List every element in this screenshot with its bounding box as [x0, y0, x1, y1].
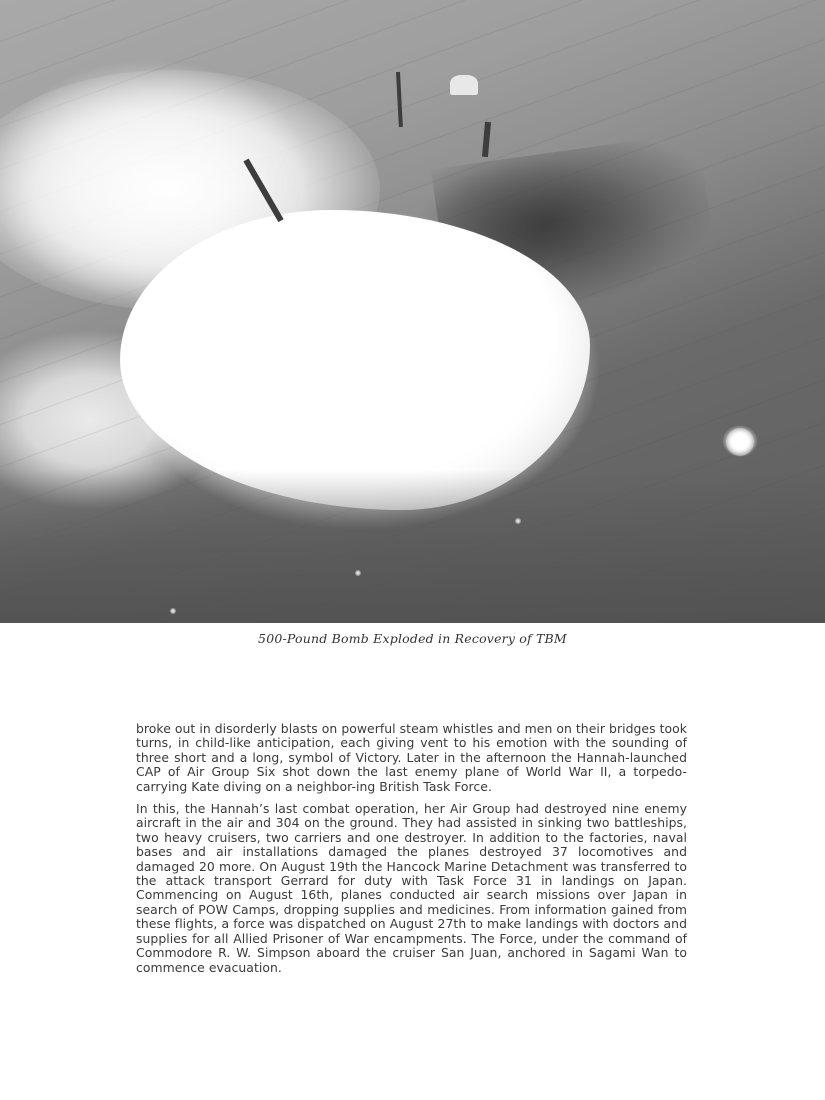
paragraph: In this, the Hannah’s last combat operation, her Air Group had destroyed nine enemy aircraft in the air and 304 on the ground. They had assisted in sinking two battleships, two heavy cruisers, two carriers and one destroyer. In addition to the factories, naval bases and air installations damaged the planes destroyed 37 locomotives and damaged 20 more. On August 19th the Hancock Marine Detachment was transferred to the attack transport Gerrard for duty with Task Force 31 in landings on Japan. Commencing on August 16th, planes conducted air search missions over Japan in search of POW Camps, dropping supplies and medicines. From information gained from these flights, a force was dispatched on August 27th to make landings with doctors and supplies for all Allied Prisoner of War encampments. The Force, under the command of Commodore R. W. Simpson aboard the cruiser San Juan, anchored in Sagami Wan to commence evacuation. [136, 801, 687, 975]
deck-shadow [0, 470, 825, 623]
photo-caption: 500-Pound Bomb Exploded in Recovery of TBM [258, 631, 567, 646]
spark [355, 570, 361, 576]
deck-debris [450, 75, 478, 95]
spark [515, 518, 521, 524]
spark [170, 608, 176, 614]
body-text [136, 722, 687, 983]
flare-light [726, 428, 754, 456]
paragraph: broke out in disorderly blasts on powerful steam whistles and men on their bridges took turns, in child-like anticipation, each giving vent to his emotion with the sounding of three short and a long, symbol of Victory. Later in the afternoon the Hannah-launched CAP of Air Group Six shot down the last enemy plane of World War II, a torpedo-carrying Kate diving on a neighbor-ing British Task Force. [136, 721, 687, 794]
